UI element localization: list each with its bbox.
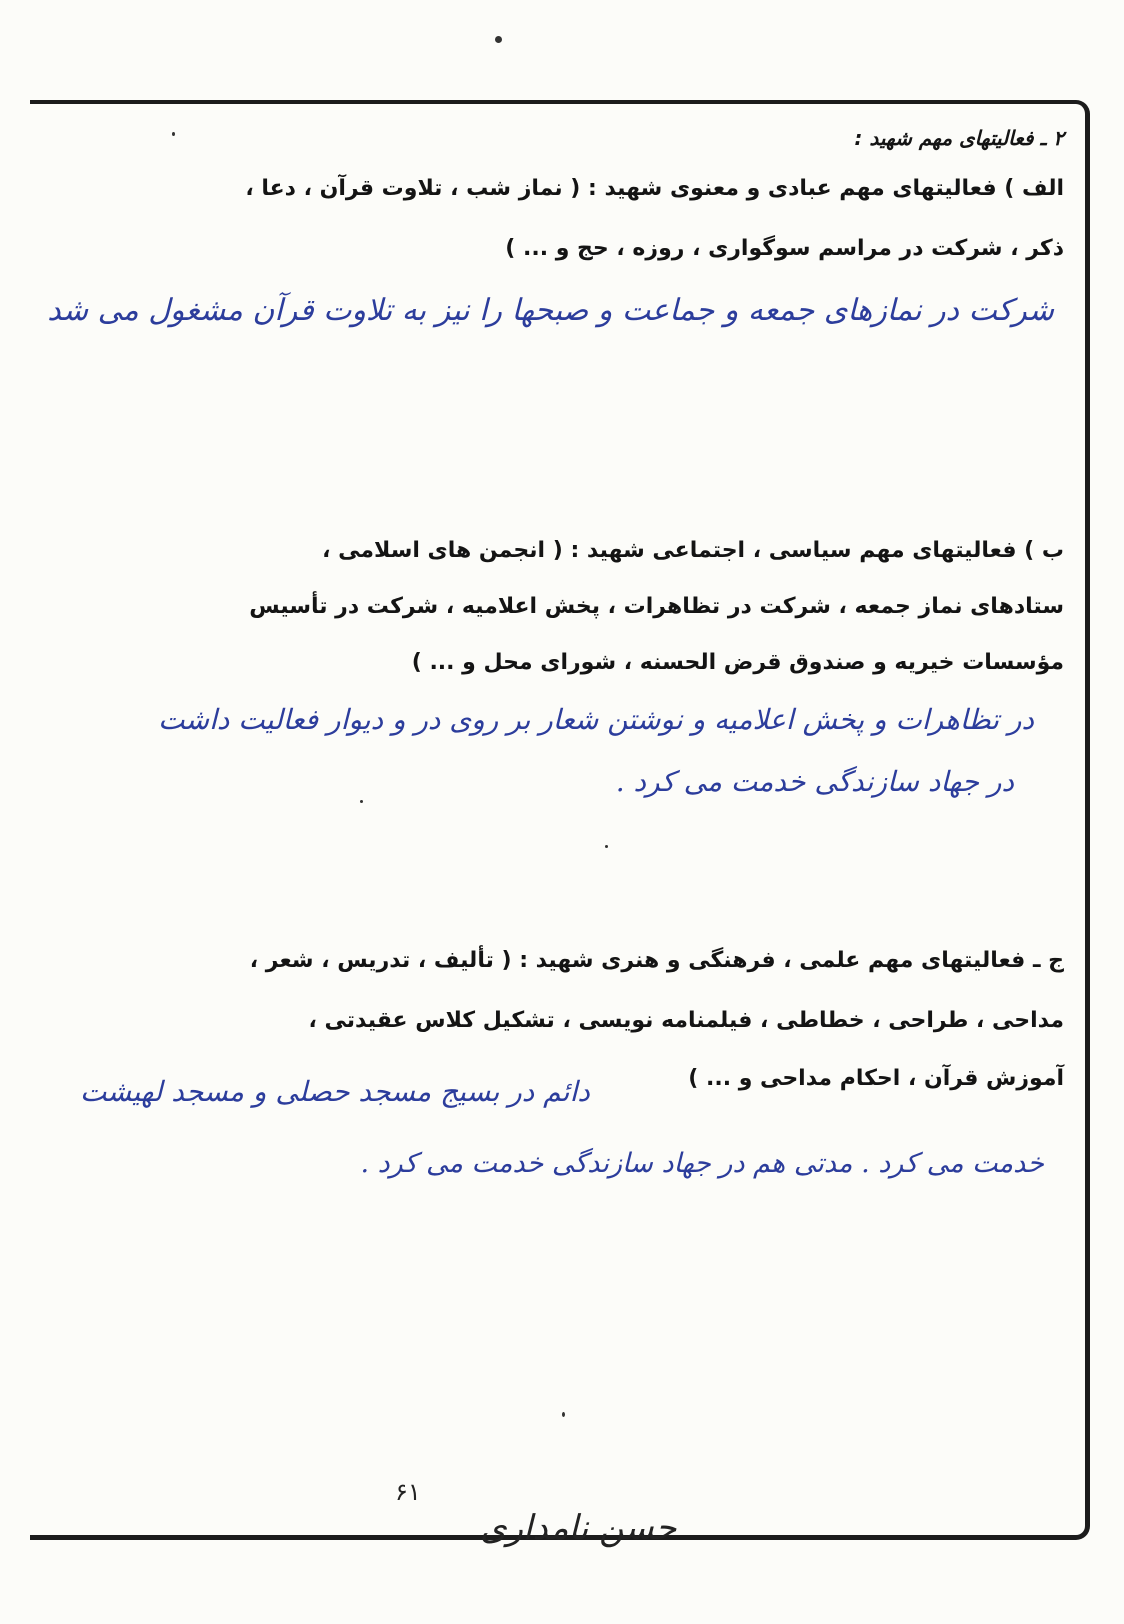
part-b-line-1: ب ) فعالیتهای مهم سیاسی ، اجتماعی شهید : ( انجمن های اسلامی ، xyxy=(322,538,1064,563)
part-c-line-2: مداحی ، طراحی ، خطاطی ، فیلمنامه نویسی ، تشکیل کلاس عقیدتی ، xyxy=(308,1008,1064,1033)
part-a-line-1: الف ) فعالیتهای مهم عبادی و معنوی شهید : ( نماز شب ، تلاوت قرآن ، دعا ، xyxy=(245,176,1064,201)
page-number: ۶۱ xyxy=(395,1478,421,1506)
part-b-handwritten-answer-1: در تظاهرات و پخش اعلامیه و نوشتن شعار بر روی در و دیوار فعالیت داشت xyxy=(158,703,1034,736)
part-a-handwritten-answer: شرکت در نمازهای جمعه و جماعت و صبحها را نیز به تلاوت قرآن مشغول می شد xyxy=(47,293,1054,328)
scan-speck xyxy=(172,132,175,136)
part-a-line-2: ذکر ، شرکت در مراسم سوگواری ، روزه ، حج و ... ) xyxy=(505,236,1064,261)
scan-speck xyxy=(495,36,502,43)
part-c-line-3: آموزش قرآن ، احکام مداحی و ... ) xyxy=(688,1066,1064,1091)
author-signature: حسن نامداری xyxy=(480,1508,677,1548)
part-c-handwritten-answer-2: خدمت می کرد . مدتی هم در جهاد سازندگی خدمت می کرد . xyxy=(360,1148,1044,1179)
part-b-handwritten-answer-2: در جهاد سازندگی خدمت می کرد . xyxy=(615,765,1014,798)
part-b-line-2: ستادهای نماز جمعه ، شرکت در تظاهرات ، پخش اعلامیه ، شرکت در تأسیس xyxy=(249,594,1064,619)
part-b-line-3: مؤسسات خیریه و صندوق قرض الحسنه ، شورای محل و ... ) xyxy=(411,650,1064,675)
scan-speck xyxy=(605,845,608,848)
section-heading: ۲ ـ فعالیتهای مهم شهید : xyxy=(854,126,1064,150)
part-c-line-1: ج ـ فعالیتهای مهم علمی ، فرهنگی و هنری شهید : ( تألیف ، تدریس ، شعر ، xyxy=(249,948,1064,973)
scan-speck xyxy=(360,800,363,803)
part-c-handwritten-answer-1: دائم در بسیج مسجد حصلی و مسجد لهیشت xyxy=(80,1075,590,1108)
scan-speck xyxy=(562,1412,565,1417)
